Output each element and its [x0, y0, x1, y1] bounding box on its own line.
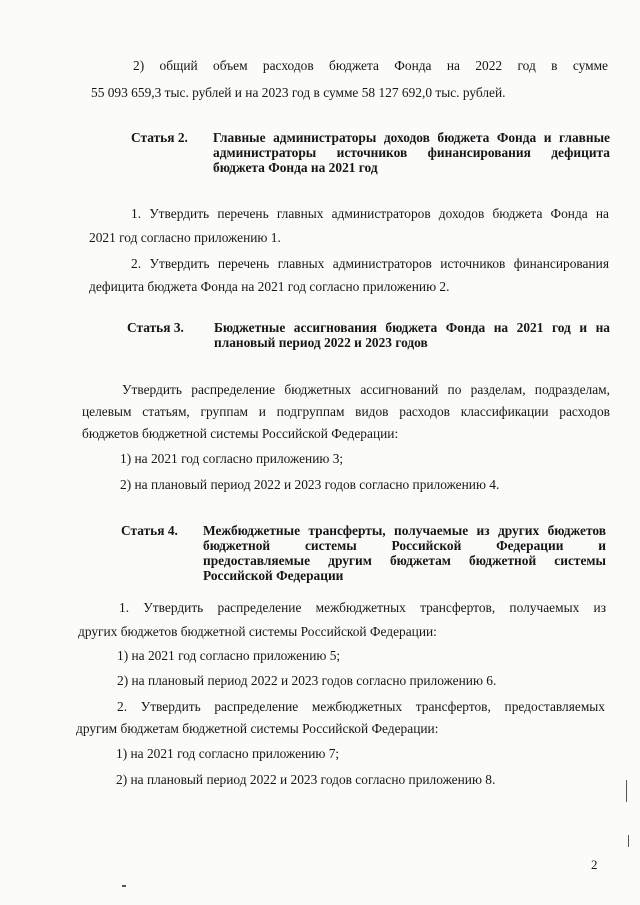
article-2-p2-line-2: дефицита бюджета Фонда на 2021 год согласно приложению 2. — [89, 279, 450, 294]
article-4-title — [203, 523, 606, 583]
article-4-label: Статья 4. — [121, 523, 178, 538]
article-4-title-line-1: Межбюджетные трансферты, получаемые из других бюджетов — [203, 523, 606, 538]
article-4-title-line-3: предоставляемые другим бюджетам бюджетной системы — [203, 553, 606, 568]
article-3-label: Статья 3. — [127, 320, 184, 335]
article-2-title-line-1: Главные администраторы доходов бюджета Фонда и главные — [213, 130, 610, 145]
article-2-p1-line-2: 2021 год согласно приложению 1. — [89, 230, 281, 245]
article-4-p1-line-2: других бюджетов бюджетной системы Российской Федерации: — [78, 624, 437, 639]
article-3-title — [214, 320, 610, 350]
article-2-title-line-3: бюджета Фонда на 2021 год — [213, 160, 378, 175]
intro-line-2: 55 093 659,3 тыс. рублей и на 2023 год в сумме 58 127 692,0 тыс. рублей. — [91, 85, 506, 100]
article-4-p1-item-1: 1) на 2021 год согласно приложению 5; — [117, 648, 341, 663]
scan-artifact-dot — [122, 885, 126, 887]
page-number: 2 — [591, 857, 598, 872]
article-2-title-line-2: администраторы источников финансирования дефицита — [213, 145, 610, 160]
article-3-p-line-2: целевым статьям, группам и подгруппам видов расходов классификации расходов — [82, 404, 610, 419]
scan-artifact-line — [626, 780, 627, 802]
article-4-title-line-4: Российской Федерации — [203, 568, 344, 583]
intro-line-1: 2) общий объем расходов бюджета Фонда на 2022 год в сумме — [133, 58, 608, 73]
article-3-title-line-2: плановый период 2022 и 2023 годов — [214, 335, 428, 350]
article-2-title — [213, 130, 610, 175]
article-4-p1-line-1: 1. Утвердить распределение межбюджетных трансфертов, получаемых из — [119, 600, 606, 615]
article-2-p1-line-1: 1. Утвердить перечень главных администраторов доходов бюджета Фонда на — [131, 206, 609, 221]
article-4-p2-line-1: 2. Утвердить распределение межбюджетных трансфертов, предоставляемых — [117, 699, 605, 714]
article-4-title-line-2: бюджетной системы Российской Федерации и — [203, 538, 606, 553]
article-2-p2-line-1: 2. Утвердить перечень главных администраторов источников финансирования — [131, 256, 609, 271]
article-4-p2-line-2: другим бюджетам бюджетной системы Российской Федерации: — [76, 721, 439, 736]
article-4-p2-item-1: 1) на 2021 год согласно приложению 7; — [116, 746, 340, 761]
article-3-title-line-1: Бюджетные ассигнования бюджета Фонда на 2021 год и на — [214, 320, 610, 335]
article-4-p2-item-2: 2) на плановый период 2022 и 2023 годов согласно приложению 8. — [116, 772, 496, 787]
article-2-label: Статья 2. — [131, 130, 188, 145]
scan-artifact-line-2 — [628, 835, 629, 847]
article-3-item-1: 1) на 2021 год согласно приложению 3; — [120, 451, 344, 466]
article-3-p-line-3: бюджетов бюджетной системы Российской Федерации: — [82, 426, 399, 441]
article-4-p1-item-2: 2) на плановый период 2022 и 2023 годов согласно приложению 6. — [117, 673, 497, 688]
article-3-item-2: 2) на плановый период 2022 и 2023 годов согласно приложению 4. — [120, 477, 500, 492]
article-3-p-line-1: Утвердить распределение бюджетных ассигнований по разделам, подразделам, — [122, 382, 610, 397]
